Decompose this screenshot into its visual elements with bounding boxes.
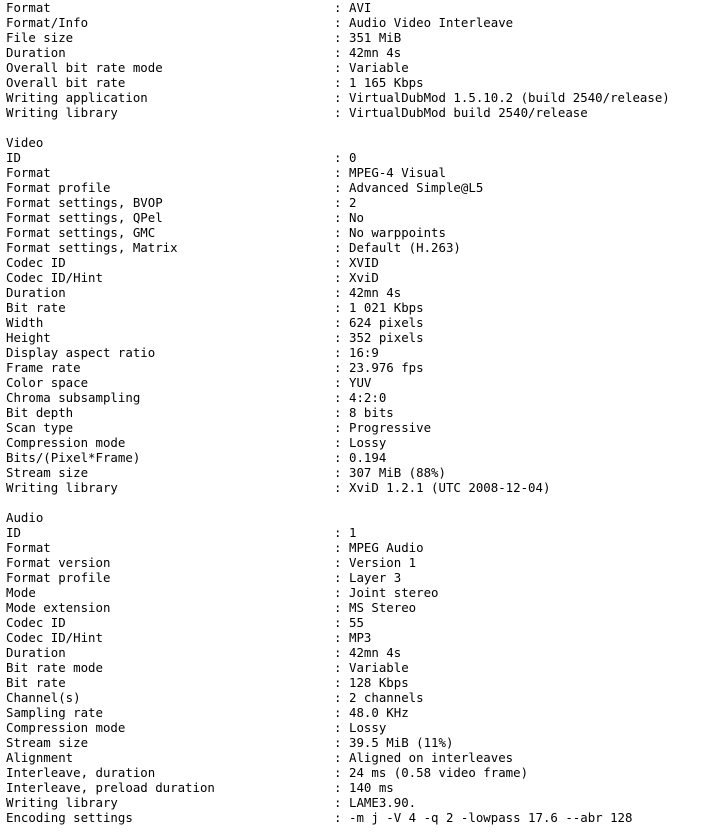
info-label: Format settings, BVOP [6,195,163,210]
info-separator: : [334,165,342,180]
info-label: Format settings, Matrix [6,240,178,255]
info-separator: : [334,300,342,315]
info-separator: : [334,105,342,120]
info-separator: : [334,405,342,420]
info-separator: : [334,780,342,795]
info-value: LAME3.90. [349,795,417,810]
info-label: ID [6,150,21,165]
info-separator: : [334,375,342,390]
info-value: 624 pixels [349,315,424,330]
info-separator: : [334,615,342,630]
info-value: 39.5 MiB (11%) [349,735,454,750]
info-value: 42mn 4s [349,285,402,300]
info-separator: : [334,240,342,255]
info-value: 128 Kbps [349,675,409,690]
info-label: Compression mode [6,720,126,735]
info-separator: : [334,540,342,555]
info-label: Mode extension [6,600,111,615]
info-value: Variable [349,60,409,75]
info-label: Compression mode [6,435,126,450]
info-separator: : [334,30,342,45]
info-value: 2 channels [349,690,424,705]
info-label: Duration [6,45,66,60]
info-label: Writing library [6,480,118,495]
info-label: Bits/(Pixel*Frame) [6,450,141,465]
info-value: 0 [349,150,357,165]
info-label: Overall bit rate [6,75,126,90]
info-value: Advanced Simple@L5 [349,180,484,195]
info-value: Progressive [349,420,432,435]
info-label: Codec ID/Hint [6,630,103,645]
info-separator: : [334,360,342,375]
info-separator: : [334,525,342,540]
info-value: 42mn 4s [349,45,402,60]
info-separator: : [334,675,342,690]
info-label: Format [6,0,51,15]
info-value: 1 021 Kbps [349,300,424,315]
info-value: 8 bits [349,405,394,420]
info-value: 24 ms (0.58 video frame) [349,765,529,780]
info-label: Duration [6,645,66,660]
info-separator: : [334,435,342,450]
info-value: 55 [349,615,364,630]
info-separator: : [334,210,342,225]
info-separator: : [334,795,342,810]
info-label: Stream size [6,735,89,750]
info-separator: : [334,270,342,285]
info-label: Format settings, GMC [6,225,156,240]
info-value: AVI [349,0,372,15]
info-label: Interleave, preload duration [6,780,215,795]
info-value: 352 pixels [349,330,424,345]
info-value: MPEG Audio [349,540,424,555]
info-value: 1 [349,525,357,540]
info-label: Display aspect ratio [6,345,156,360]
info-separator: : [334,555,342,570]
info-separator: : [334,255,342,270]
info-label: Width [6,315,44,330]
info-separator: : [334,0,342,15]
info-separator: : [334,660,342,675]
info-value: Audio Video Interleave [349,15,514,30]
info-label: Format settings, QPel [6,210,163,225]
info-label: Stream size [6,465,89,480]
info-value: 0.194 [349,450,387,465]
info-label: Chroma subsampling [6,390,141,405]
info-value: Layer 3 [349,570,402,585]
info-separator: : [334,600,342,615]
info-label: Bit depth [6,405,74,420]
info-separator: : [334,420,342,435]
info-label: Format/Info [6,15,89,30]
info-value: 307 MiB (88%) [349,465,446,480]
info-value: YUV [349,375,372,390]
info-label: Color space [6,375,89,390]
info-value: Joint stereo [349,585,439,600]
info-value: XviD 1.2.1 (UTC 2008-12-04) [349,480,551,495]
info-value: No [349,210,364,225]
info-value: 140 ms [349,780,394,795]
info-separator: : [334,345,342,360]
info-value: VirtualDubMod 1.5.10.2 (build 2540/release) [349,90,670,105]
info-separator: : [334,150,342,165]
info-separator: : [334,75,342,90]
info-value: -m j -V 4 -q 2 -lowpass 17.6 --abr 128 [349,810,633,825]
info-label: Writing library [6,795,118,810]
info-value: No warppoints [349,225,446,240]
info-label: Height [6,330,51,345]
info-separator: : [334,810,342,825]
info-separator: : [334,585,342,600]
info-separator: : [334,45,342,60]
info-label: Mode [6,585,36,600]
info-label: Format profile [6,570,111,585]
info-label: Format profile [6,180,111,195]
info-value: 23.976 fps [349,360,424,375]
info-separator: : [334,645,342,660]
info-separator: : [334,630,342,645]
info-value: Lossy [349,435,387,450]
info-label: Encoding settings [6,810,133,825]
info-label: Codec ID [6,615,66,630]
info-label: Scan type [6,420,74,435]
info-value: 4:2:0 [349,390,387,405]
info-label: Interleave, duration [6,765,156,780]
info-label: Writing library [6,105,118,120]
info-value: XviD [349,270,379,285]
info-value: Lossy [349,720,387,735]
section-heading-audio: Audio [6,510,44,525]
info-separator: : [334,690,342,705]
info-label: Format version [6,555,111,570]
info-value: 16:9 [349,345,379,360]
info-separator: : [334,480,342,495]
info-value: 2 [349,195,357,210]
info-separator: : [334,180,342,195]
info-value: Aligned on interleaves [349,750,514,765]
info-value: 351 MiB [349,30,402,45]
info-label: Overall bit rate mode [6,60,163,75]
info-separator: : [334,195,342,210]
info-value: 48.0 KHz [349,705,409,720]
info-separator: : [334,735,342,750]
info-separator: : [334,750,342,765]
info-label: Bit rate mode [6,660,103,675]
info-label: Alignment [6,750,74,765]
info-value: VirtualDubMod build 2540/release [349,105,588,120]
info-label: Bit rate [6,675,66,690]
info-label: Frame rate [6,360,81,375]
info-separator: : [334,720,342,735]
info-label: Duration [6,285,66,300]
info-separator: : [334,225,342,240]
info-separator: : [334,390,342,405]
info-separator: : [334,570,342,585]
info-label: Bit rate [6,300,66,315]
info-label: Codec ID/Hint [6,270,103,285]
info-separator: : [334,705,342,720]
info-separator: : [334,60,342,75]
info-label: ID [6,525,21,540]
info-separator: : [334,465,342,480]
info-label: Sampling rate [6,705,103,720]
info-separator: : [334,90,342,105]
info-label: Writing application [6,90,148,105]
info-separator: : [334,330,342,345]
info-value: 1 165 Kbps [349,75,424,90]
info-label: File size [6,30,74,45]
info-value: MPEG-4 Visual [349,165,446,180]
info-separator: : [334,765,342,780]
info-value: Default (H.263) [349,240,461,255]
info-value: 42mn 4s [349,645,402,660]
info-separator: : [334,450,342,465]
info-value: Version 1 [349,555,417,570]
info-value: Variable [349,660,409,675]
info-value: MP3 [349,630,372,645]
info-label: Codec ID [6,255,66,270]
info-value: XVID [349,255,379,270]
info-separator: : [334,315,342,330]
info-value: MS Stereo [349,600,417,615]
info-separator: : [334,285,342,300]
info-separator: : [334,15,342,30]
info-label: Format [6,165,51,180]
info-label: Channel(s) [6,690,81,705]
section-heading-video: Video [6,135,44,150]
info-label: Format [6,540,51,555]
